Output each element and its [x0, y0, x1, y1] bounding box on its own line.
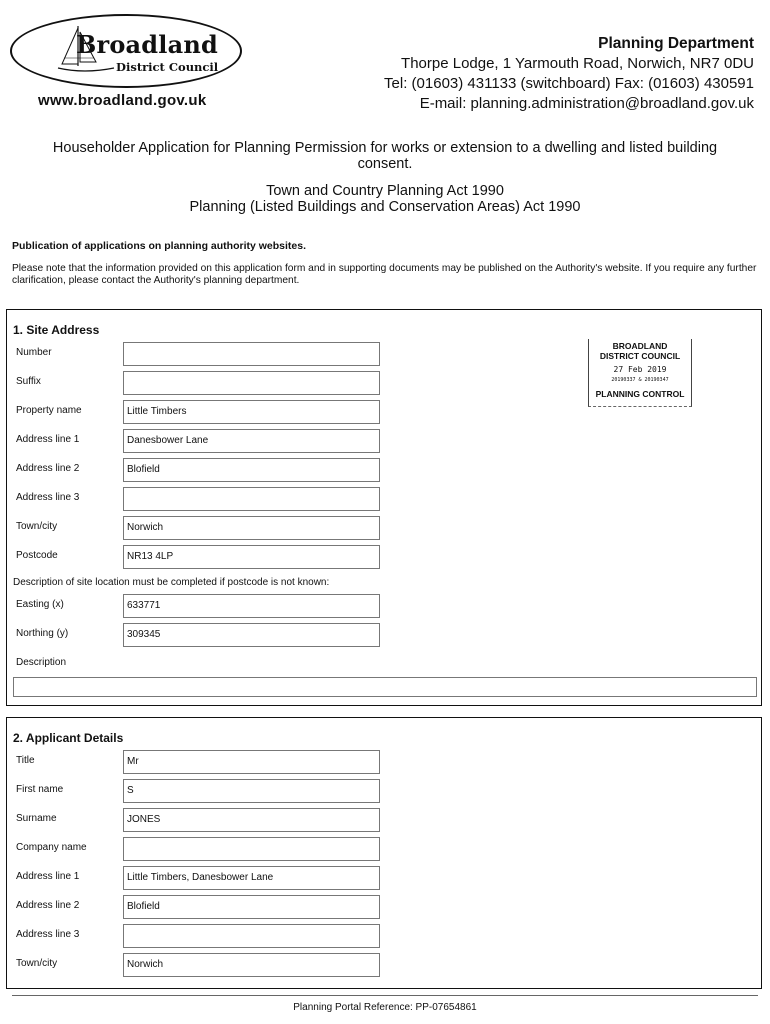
stamp-line1: BROADLAND: [612, 341, 668, 351]
field-label: Number: [16, 347, 52, 358]
stamp-line2: DISTRICT COUNCIL: [599, 351, 681, 361]
field-row: [7, 545, 387, 569]
field-label: Company name: [16, 842, 87, 853]
section-title: 2. Applicant Details: [13, 731, 124, 745]
address-line1-field[interactable]: Little Timbers, Danesbower Lane: [123, 866, 380, 890]
number-field[interactable]: [123, 342, 380, 366]
town-city-field[interactable]: Norwich: [123, 516, 380, 540]
field-label: Address line 1: [16, 434, 80, 445]
field-row: [7, 895, 387, 919]
location-note: Description of site location must be completed if postcode is not known:: [13, 577, 330, 588]
form-title-line2: consent.: [357, 156, 413, 172]
address-line2-field[interactable]: Blofield: [123, 895, 380, 919]
publication-text: Please note that the information provided on this application form and in supporting documents may be published on the Authority's website. If you require any further clarification, please contact the Authority's planning department.: [12, 263, 757, 286]
act-title-1: Town and Country Planning Act 1990: [266, 183, 504, 199]
stamp-date: 27 Feb 2019: [613, 365, 667, 374]
field-row: [7, 429, 387, 453]
field-row: [7, 516, 387, 540]
company-name-field[interactable]: [123, 837, 380, 861]
postcode-field[interactable]: NR13 4LP: [123, 545, 380, 569]
property-name-field[interactable]: Little Timbers: [123, 400, 380, 424]
section-title: 1. Site Address: [13, 323, 100, 337]
publication-heading: Publication of applications on planning authority websites.: [12, 240, 307, 252]
logo-subtitle: District Council: [116, 60, 219, 74]
portal-reference: Planning Portal Reference: PP-07654861: [293, 1002, 477, 1013]
field-label: Surname: [16, 813, 57, 824]
council-logo: [10, 14, 246, 100]
field-row: [7, 458, 387, 482]
field-label: Property name: [16, 405, 82, 416]
field-row: [7, 594, 387, 618]
field-row: [7, 953, 387, 977]
title-field[interactable]: Mr: [123, 750, 380, 774]
town-city-field[interactable]: Norwich: [123, 953, 380, 977]
suffix-field[interactable]: [123, 371, 380, 395]
field-row: [7, 487, 387, 511]
act-titles: [20, 183, 750, 215]
surname-field[interactable]: JONES: [123, 808, 380, 832]
form-title-line1: Householder Application for Planning Permission for works or extension to a dwelling and listed building: [52, 140, 718, 156]
website-link[interactable]: www.broadland.gov.uk: [38, 92, 207, 109]
field-label: Postcode: [16, 550, 58, 561]
field-row: [7, 342, 387, 366]
field-row: [7, 750, 387, 774]
stamp-footer: PLANNING CONTROL: [595, 389, 685, 399]
form-title: [20, 140, 750, 172]
address-line3-field[interactable]: [123, 487, 380, 511]
first-name-field[interactable]: S: [123, 779, 380, 803]
address-line1-field[interactable]: Danesbower Lane: [123, 429, 380, 453]
field-row: [7, 400, 387, 424]
department-name: Planning Department: [598, 35, 754, 52]
field-label: Address line 2: [16, 463, 80, 474]
field-label: Easting (x): [16, 599, 64, 610]
department-contact: [384, 34, 754, 114]
applicant-section: [6, 717, 762, 989]
field-row: [7, 924, 387, 948]
field-row: [7, 371, 387, 395]
footer-divider: [12, 995, 758, 996]
department-email[interactable]: E-mail: planning.administration@broadland.gov.uk: [419, 95, 754, 112]
received-stamp: [588, 339, 692, 407]
field-row: [7, 623, 387, 647]
field-label: Town/city: [16, 521, 58, 532]
field-label: Address line 3: [16, 929, 80, 940]
field-label: Suffix: [16, 376, 41, 387]
field-label: Town/city: [16, 958, 58, 969]
field-label: Address line 1: [16, 871, 80, 882]
address-line3-field[interactable]: [123, 924, 380, 948]
easting-field[interactable]: 633771: [123, 594, 380, 618]
field-row: [7, 866, 387, 890]
field-label: Address line 2: [16, 900, 80, 911]
act-title-2: Planning (Listed Buildings and Conservation Areas) Act 1990: [189, 199, 581, 215]
field-label: Address line 3: [16, 492, 80, 503]
field-label: First name: [16, 784, 64, 795]
northing-field[interactable]: 309345: [123, 623, 380, 647]
department-phone: Tel: (01603) 431133 (switchboard) Fax: (01603) 430591: [384, 75, 754, 92]
field-row: [7, 779, 387, 803]
field-row: [7, 837, 387, 861]
field-row: [7, 808, 387, 832]
description-field[interactable]: [13, 677, 757, 697]
department-address: Thorpe Lodge, 1 Yarmouth Road, Norwich, NR7 0DU: [401, 55, 754, 72]
field-label: Title: [16, 755, 35, 766]
logo-title: Broadland: [76, 30, 218, 59]
address-line2-field[interactable]: Blofield: [123, 458, 380, 482]
stamp-refs: 20190337 & 20190347: [611, 377, 669, 383]
field-label: Northing (y): [16, 628, 69, 639]
description-label: Description: [16, 657, 67, 668]
